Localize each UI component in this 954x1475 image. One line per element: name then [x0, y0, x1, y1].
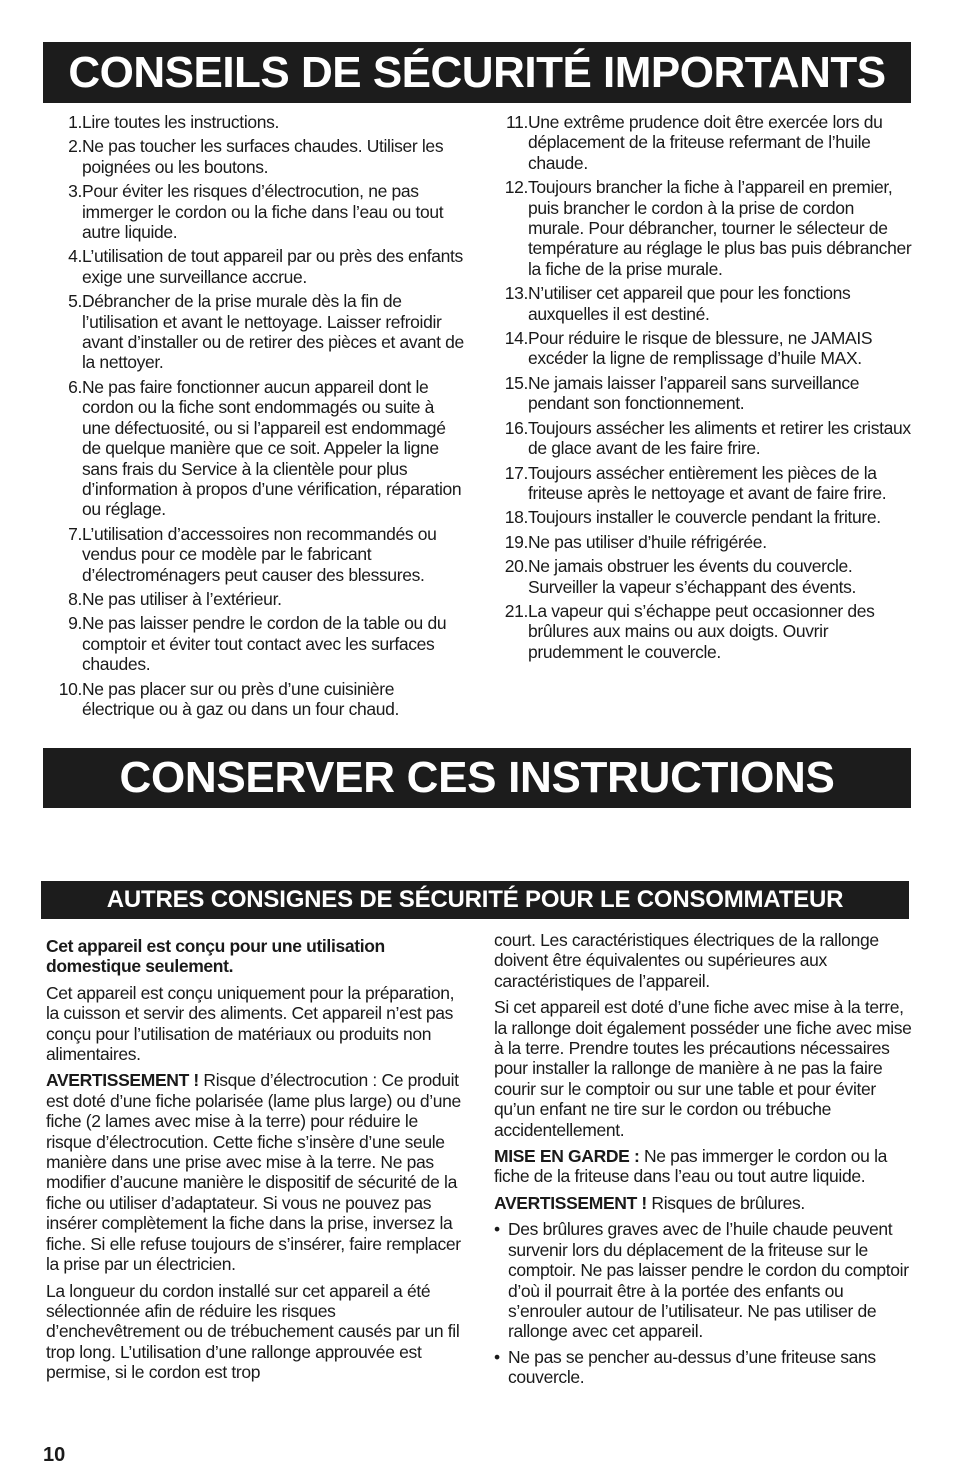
list-item	[490, 532, 914, 552]
item-number: 14.	[504, 328, 528, 349]
paragraph: court. Les caractéristiques électriques de la rallonge doivent être équivalentes ou supérieures aux caractéristiques de l’appareil.	[494, 930, 879, 991]
item-number: 12.	[504, 177, 528, 198]
item-text: L’utilisation d’accessoires non recommandés ou vendus pour ce modèle par le fabricant d’électroménagers peut causer des blessures.	[82, 523, 437, 585]
item-text: Toujours installer le couvercle pendant la friture.	[528, 507, 881, 528]
list-item	[46, 679, 466, 720]
list-item	[490, 283, 914, 324]
page-title: CONSEILS DE SÉCURITÉ IMPORTANTS	[43, 42, 911, 103]
warning-text: Risques de brûlures.	[646, 1192, 805, 1213]
list-item	[46, 589, 466, 609]
item-text: Débrancher de la prise murale dès la fin de l’utilisation et avant le nettoyage. Laisser refroidir avant d’installer ou de retirer des pièces et avant de la nettoyer.	[82, 291, 464, 373]
list-item	[490, 507, 914, 527]
bullet-text: Ne pas se pencher au-dessus d’une friteuse sans couvercle.	[508, 1346, 876, 1388]
safety-list-left	[46, 112, 466, 723]
list-item	[46, 181, 466, 242]
caution-label: MISE EN GARDE :	[494, 1146, 640, 1167]
consumer-safety-heading: AUTRES CONSIGNES DE SÉCURITÉ POUR LE CONSOMMATEUR	[41, 881, 909, 919]
list-item	[490, 418, 914, 459]
item-text: Ne pas utiliser à l’extérieur.	[82, 588, 282, 609]
paragraph: La longueur du cordon installé sur cet appareil a été sélectionnée afin de réduire les risques d’enchevêtrement ou de trébuchement causés par un fil trop long. L’utilisation d’une rallonge approuvée est permise, si le cordon est trop	[46, 1280, 460, 1383]
item-text: Ne jamais laisser l’appareil sans surveillance pendant son fonctionnement.	[528, 372, 860, 414]
item-number: 15.	[504, 372, 528, 393]
safety-list-right	[490, 112, 914, 666]
item-text: Ne pas placer sur ou près d’une cuisinière électrique ou à gaz ou dans un four chaud.	[82, 678, 400, 719]
list-item	[490, 463, 914, 504]
list-item	[46, 377, 466, 520]
item-number: 9.	[68, 613, 82, 634]
item-number: 20.	[504, 556, 528, 577]
item-text: Toujours assécher les aliments et retirer les cristaux de glace avant de les faire frire.	[528, 417, 911, 459]
list-item	[490, 373, 914, 414]
item-text: La vapeur qui s’échappe peut occasionner des brûlures aux mains ou aux doigts. Ouvrir prudemment le couvercle.	[528, 600, 875, 662]
list-item	[490, 556, 914, 597]
consumer-safety-left-column	[46, 936, 466, 1389]
list-item	[490, 328, 914, 369]
domestic-use-bold: Cet appareil est conçu pour une utilisation domestique seulement.	[46, 936, 385, 977]
item-text: Ne jamais obstruer les évents du couvercle. Surveiller la vapeur s’échappant des évents.	[528, 556, 856, 597]
safety-items-left	[46, 112, 466, 719]
item-text: Lire toutes les instructions.	[82, 112, 280, 132]
item-text: Ne pas toucher les surfaces chaudes. Utiliser les poignées ou les boutons.	[82, 136, 444, 177]
burn-warning-list	[494, 1219, 912, 1387]
item-text: Pour éviter les risques d’électrocution, ne pas immerger le cordon ou la fiche dans l’eau ou tout autre liquide.	[82, 181, 444, 243]
safety-items-right	[490, 112, 914, 662]
warning-label: AVERTISSEMENT !	[494, 1192, 647, 1213]
save-instructions-banner: CONSERVER CES INSTRUCTIONS	[43, 748, 911, 808]
list-item	[494, 1219, 912, 1341]
item-text: Ne pas laisser pendre le cordon de la table ou du comptoir et éviter tout contact avec les surfaces chaudes.	[82, 613, 447, 675]
list-item	[46, 136, 466, 177]
item-number: 21.	[504, 600, 528, 621]
item-number: 16.	[504, 417, 528, 438]
list-item	[46, 524, 466, 585]
item-number: 3.	[68, 181, 82, 202]
paragraph: Cet appareil est conçu uniquement pour la préparation, la cuisson et servir des aliments. Cet appareil n’est pas conçu pour l’utilisation de matériaux ou produits non alimentaires.	[46, 982, 455, 1065]
item-number: 1.	[68, 112, 82, 132]
item-text: Une extrême prudence doit être exercée lors du déplacement de la friteuse refermant de l’huile chaude.	[528, 112, 883, 173]
caution-text: Ne pas immerger le cordon ou la fiche de la friteuse dans l’eau ou tout autre liquide.	[494, 1146, 888, 1187]
bullet-icon: •	[494, 1219, 500, 1240]
item-number: 6.	[68, 376, 82, 397]
item-number: 5.	[68, 291, 82, 312]
list-item	[494, 1347, 912, 1388]
electrocution-warning	[46, 1070, 466, 1274]
list-item	[46, 291, 466, 373]
item-text: Ne pas utiliser d’huile réfrigérée.	[528, 531, 767, 552]
page-number: 10	[43, 1444, 66, 1466]
warning-text: Risque d’électrocution : Ce produit est doté d’une fiche polarisée (lame plus large) ou d’une fiche (2 lames avec mise à la terre) pour réduire le risque d’électrocution. Cette fiche s’insère d’une seule manière dans une prise avec mise à la terre. Ne pas modifier d’aucune manière le dispositif de sécurité de la fiche ou utiliser d’adaptateur. Si vous ne pouvez pas insérer complètement la fiche dans la prise, inversez la fiche. Si elle refuse toujours de s’insérer, faire remplacer la prise par un électricien.	[46, 1070, 461, 1275]
bullet-icon: •	[494, 1346, 500, 1367]
paragraph: Si cet appareil est doté d’une fiche avec mise à la terre, la rallonge doit également posséder une fiche avec mise à la terre. Prendre toutes les précautions nécessaires pour installer la rallonge de manière à ne pas la faire courir sur le comptoir ou sur une table et pour éviter qu’un enfant ne tire sur le cordon ou trébuche accidentellement.	[494, 997, 912, 1140]
warning-label: AVERTISSEMENT !	[46, 1070, 199, 1091]
item-text: Toujours brancher la fiche à l’appareil en premier, puis brancher le cordon à la prise de cordon murale. Pour débrancher, tourner le sélecteur de température au réglage le plus bas puis débrancher la fiche de la prise murale.	[528, 177, 912, 279]
item-number: 10.	[58, 678, 82, 699]
caution-notice	[494, 1146, 912, 1187]
list-item	[490, 601, 914, 662]
burn-warning	[494, 1193, 912, 1213]
item-number: 2.	[68, 136, 82, 157]
item-number: 13.	[504, 283, 528, 304]
list-item	[490, 112, 914, 173]
list-item	[46, 246, 466, 287]
list-item	[46, 613, 466, 674]
item-text: N’utiliser cet appareil que pour les fonctions auxquelles il est destiné.	[528, 283, 851, 324]
item-number: 19.	[504, 531, 528, 552]
list-item	[490, 177, 914, 279]
item-text: Ne pas faire fonctionner aucun appareil dont le cordon ou la fiche sont endommagés ou suite à une défectuosité, ou si l’appareil est endommagé de quelque manière que ce soit. Appeler la ligne sans frais du Service à la clientèle pour plus d’information à propos d’une vérification, réparation ou réglage.	[82, 376, 462, 520]
list-item	[46, 112, 466, 132]
item-number: 8.	[68, 588, 82, 609]
item-text: Pour réduire le risque de blessure, ne JAMAIS excéder la ligne de remplissage d’huile MAX.	[528, 328, 873, 369]
consumer-safety-right-column	[494, 930, 912, 1393]
item-number: 11.	[506, 112, 528, 132]
item-number: 17.	[504, 462, 528, 483]
domestic-use-notice	[46, 936, 466, 977]
item-number: 4.	[68, 246, 82, 267]
item-number: 18.	[504, 507, 528, 528]
item-number: 7.	[68, 523, 82, 544]
item-text: L’utilisation de tout appareil par ou près des enfants exige une surveillance accrue.	[82, 246, 463, 287]
item-text: Toujours assécher entièrement les pièces de la friteuse après le nettoyage et avant de faire frire.	[528, 462, 887, 503]
bullet-text: Des brûlures graves avec de l’huile chaude peuvent survenir lors du déplacement de la friteuse sur le comptoir. Ne pas laisser pendre le cordon du comptoir d’où il pourrait être à la portée des enfants ou s’enrouler autour de l’utilisateur. Ne pas utiliser de rallonge avec cet appareil.	[508, 1219, 909, 1342]
